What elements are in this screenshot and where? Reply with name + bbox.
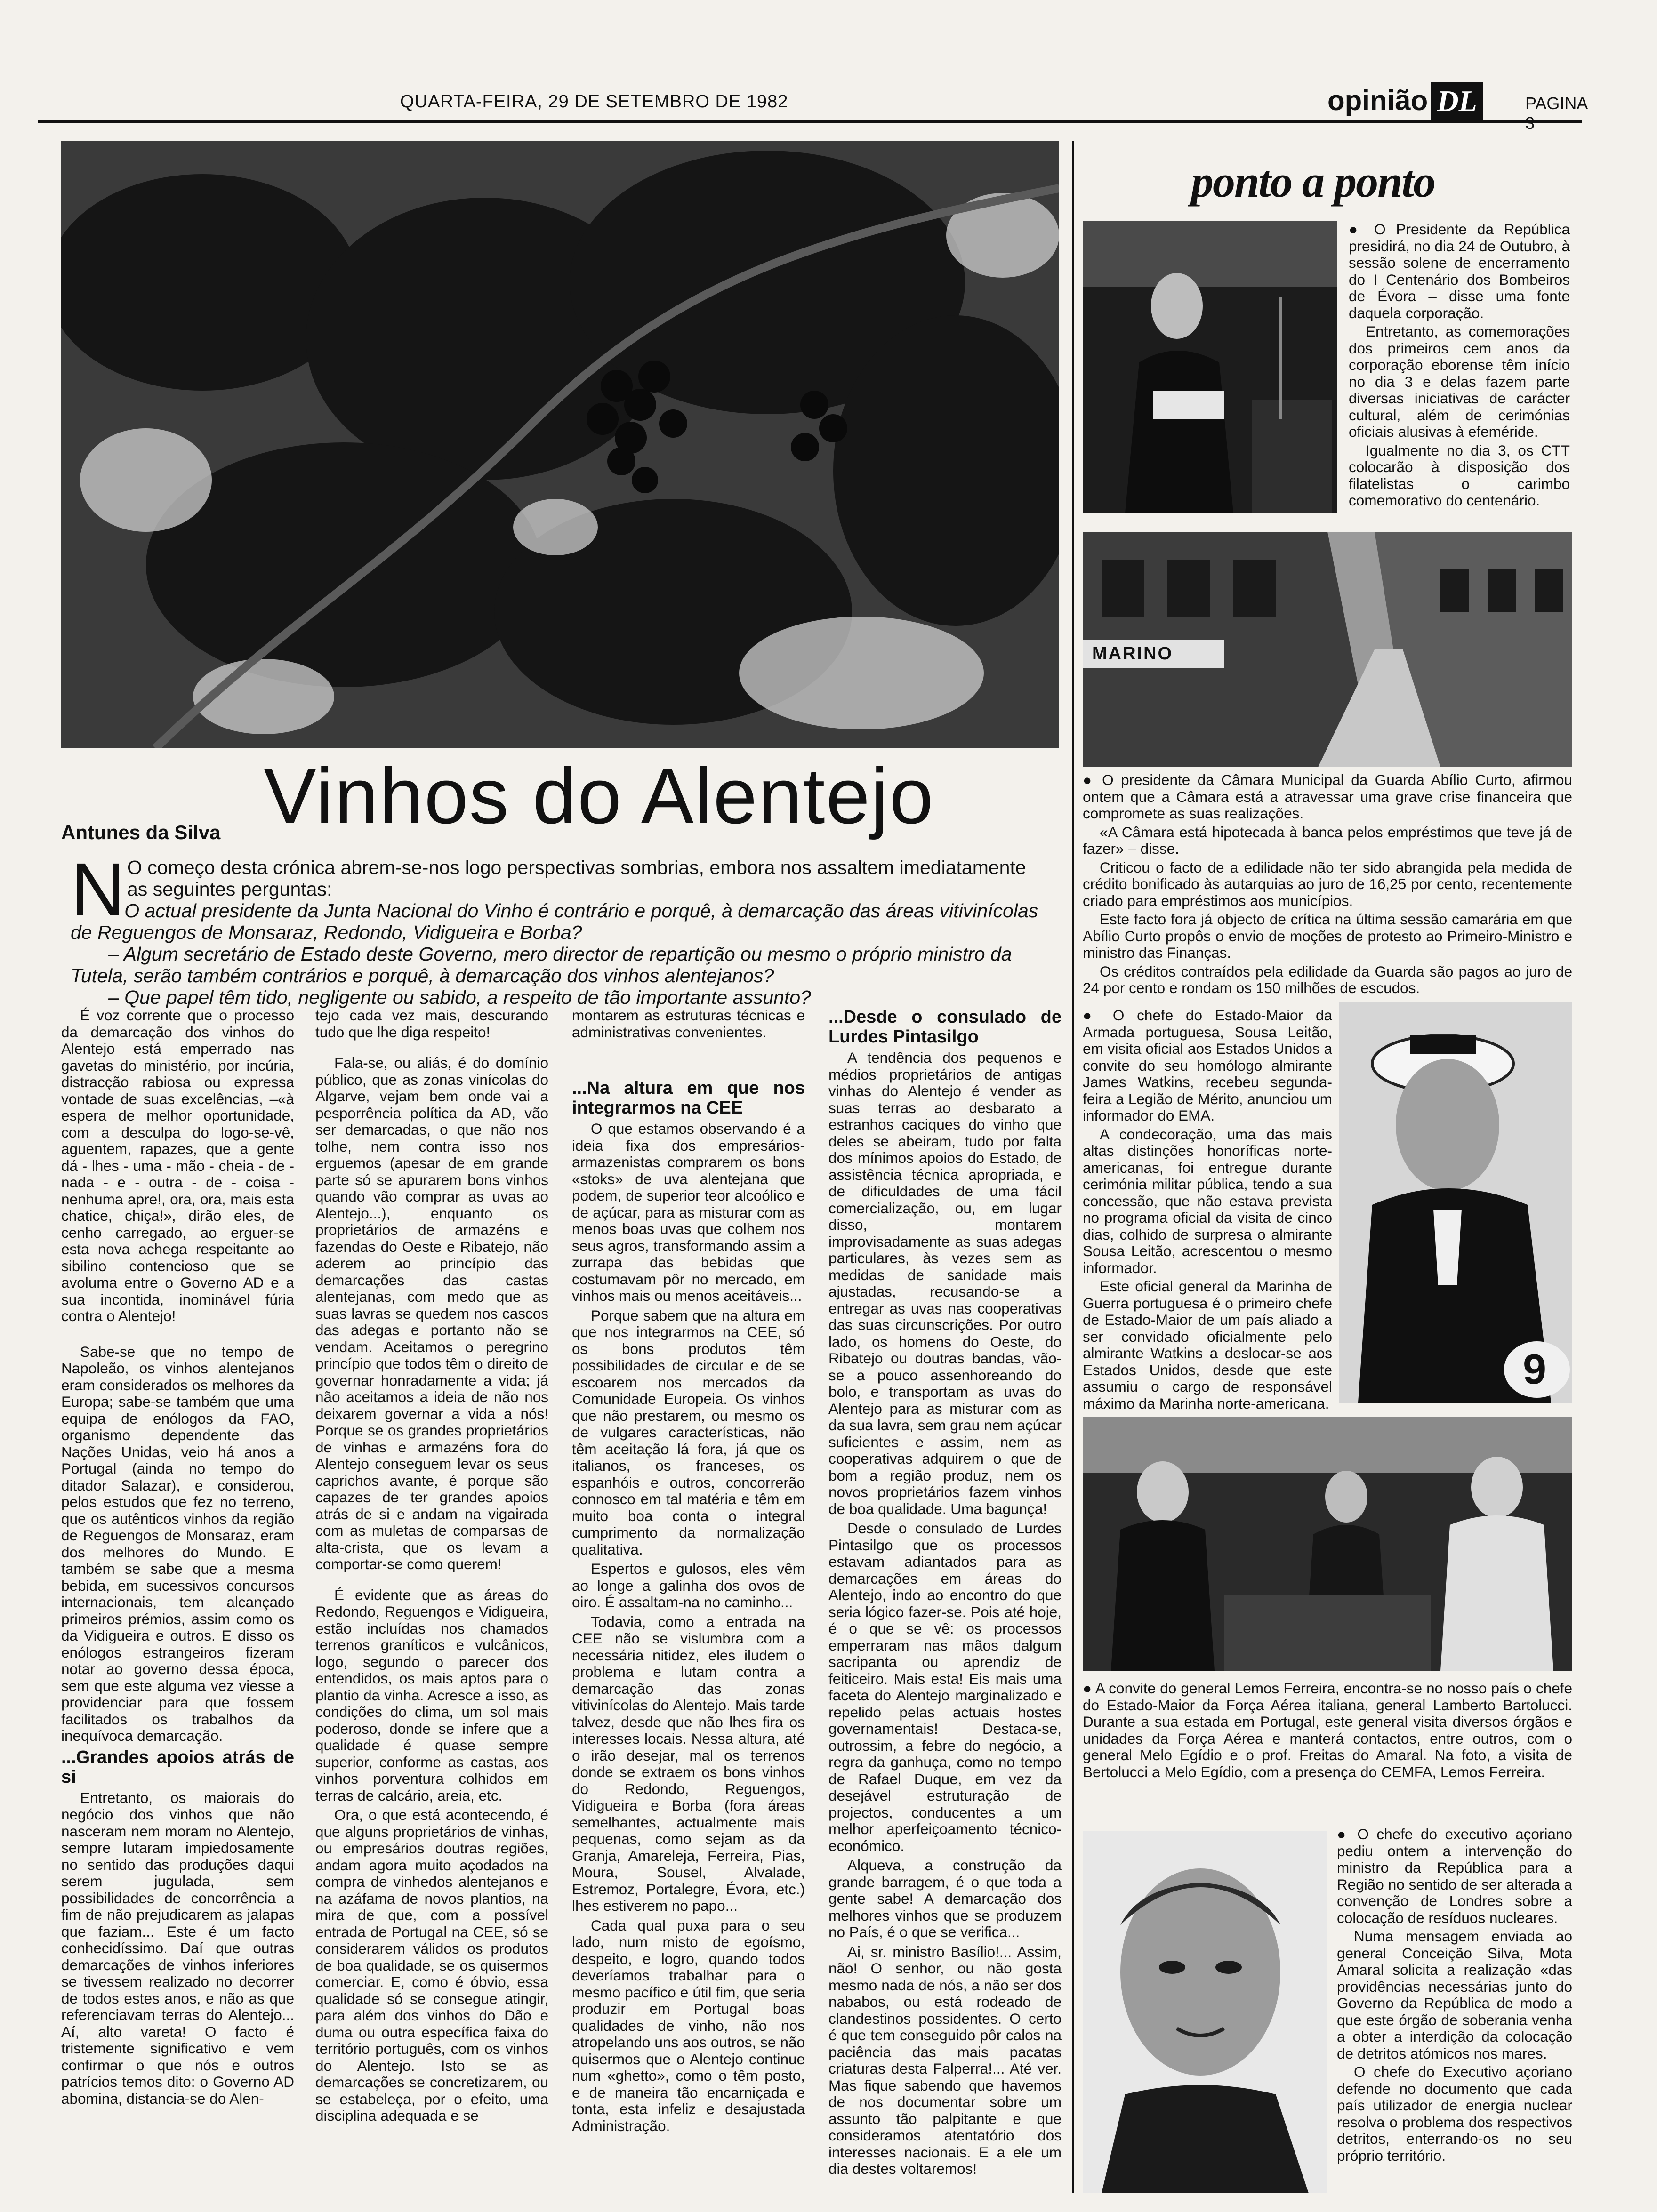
sidebar-item-5 [1337, 1826, 1572, 2166]
portrait-photo [1083, 1831, 1327, 2193]
subheading: ...Na altura em que nos integrarmos na CEE [572, 1078, 805, 1118]
lead-question: – Algum secretário de Estado deste Governo, mero director de repartição ou mesmo o próprio ministro da Tutela, serão também contrários e porquê, à demarcação dos vinhos alentejanos? [71, 943, 1012, 986]
news-brief: ● O chefe do executivo açoriano pediu ontem a intervenção do ministro da República para a Região no sentido de ser alterada a convenção de Londres sobre a colocação de resíduos nucleares. [1337, 1826, 1572, 1926]
paragraph: Desde o consulado de Lurdes Pintasilgo que os processos estavam adiantados para as demarcações em áreas do Alentejo, indo ao encontro do que seria lógico fazer-se. Pois até hoje, é o que se vê: os processos emperraram nas mãos dalgum sacripanta ou aprendiz de feiticeiro. Mais esta! Eis mais uma faceta do Alentejo marginalizado e repelido pelas actuais hostes governamentais! Destaca-se, outrossim, a febre do negócio, a regra da ganhuça, como no tempo de Rafael Duque, em vez da desejável estruturação de projectos, conducentes a um melhor aperfeiçoamento técnico-económico. [828, 1520, 1062, 1854]
paragraph: Porque sabem que na altura em que nos integrarmos na CEE, só os bons produtos têm possibilidades de circular e de se escoarem nos mercados da Comunidade Europeia. Os vinhos que não prestarem, ou mesmo os de vulgares características, não têm aceitação lá fora, já que os italianos, os franceses, os espanhóis e outros, concorrerão connosco em tal matéria e têm em muito boa conta o integral cumprimento da normalização qualitativa. [572, 1306, 805, 1558]
paragraph: tejo cada vez mais, descurando tudo que lhe diga respeito! [315, 1007, 548, 1041]
article-column-4 [828, 1007, 1062, 2180]
news-brief: Este facto fora já objecto de crítica na última sessão camarária em que Abílio Curto propôs o envio de moções de protesto ao Primeiro-Ministro e ministro das Finanças. [1083, 911, 1572, 961]
paragraph: É evidente que as áreas do Redondo, Reguengos e Vidigueira, estão incluídas nos chamados terrenos graníticos e vulcânicos, logo, segundo o parecer dos entendidos, os mais aptos para o plantio da vinha. Acresce a isso, as condições do clima, um sol mais poderoso, donde se infere que a qualidade é quase sempre superior, conforme as castas, aos vinhos porventura colhidos em terras de calcário, areia, etc. [315, 1586, 548, 1804]
newspaper-logo: DL [1431, 82, 1483, 120]
article-byline: Antunes da Silva [61, 821, 221, 843]
paragraph: Ora, o que está acontecendo, é que alguns proprietários de vinhas, ou empresários doutras regiões, andam agora muito açodados na compra de vinhedos alentejanos e na azáfama de novos plantios, na mira de que, com a possível entrada de Portugal na CEE, só se considerarem válidos os produtos de boa qualidade, se os quisermos comerciar. E, como é óbvio, essa qualidade só se consegue atingir, para além dos vinhos do Dão e duma ou outra específica faixa do território português, com os vinhos do Alentejo. Isto se as demarcações se concretizarem, ou se estabeleça, por o efeito, uma disciplina adequada e se [315, 1806, 548, 2124]
news-brief: Entretanto, as comemorações dos primeiros cem anos da corporação eborense têm início no dia 3 e delas fazem parte diversas iniciativas de carácter cultural, além de cerimónias oficiais alusivas à efeméride. [1349, 323, 1570, 440]
article-lead [71, 847, 1050, 1008]
sidebar-item-3 [1083, 1007, 1332, 1414]
drop-cap: N [71, 847, 125, 931]
news-brief: Igualmente no dia 3, os CTT colocarão à disposição dos filatelistas o carimbo comemorativo do centenário. [1349, 441, 1570, 509]
news-brief: «A Câmara está hipotecada à banca pelos empréstimos que teve já de fazer» – disse. [1083, 823, 1572, 857]
ceremony-photo [1083, 221, 1337, 513]
generals-photo-caption: ● A convite do general Lemos Ferreira, encontra-se no nosso país o chefe do Estado-Maior da Força Aérea italiana, general Lamberto Bartolucci. Durante a sua estada em Portugal, este general visita diversos órgãos e unidades da Força Aérea e manterá contactos, entre outros, com o general Melo Egídio e o prof. Freitas do Amaral. Na foto, a visita de Bertolucci a Melo Egídio, com a presença do CEMFA, Lemos Ferreira. [1083, 1680, 1572, 1780]
news-brief: ● O Presidente da República presidirá, no dia 24 de Outubro, à sessão solene de encerramento do I Centenário dos Bombeiros de Évora – disse uma fonte daquela corporação. [1349, 221, 1570, 321]
issue-date: QUARTA-FEIRA, 29 DE SETEMBRO DE 1982 [400, 92, 788, 112]
subheading: ...Desde o consulado de Lurdes Pintasilgo [828, 1007, 1062, 1047]
news-brief: Os créditos contraídos pela edilidade da Guarda são pagos ao juro de 24 por cento e rondam os 150 milhões de escudos. [1083, 962, 1572, 996]
sidebar-item-2 [1083, 772, 1572, 999]
news-brief: A condecoração, uma das mais altas distinções honoríficas norte-americanas, foi entregue durante cerimónia militar pública, tendo a sua concessão, que não estava prevista no programa oficial da visita de cinco dias, colhido de surpresa o almirante Sousa Leitão, acrescentou o mesmo informador. [1083, 1125, 1332, 1276]
news-brief: Este oficial general da Marinha de Guerra portuguesa é o primeiro chefe de Estado-Maior de um país aliado a ser convidado oficialmente pelo almirante Watkins a deslocar-se aos Estados Unidos, desde que este assumiu o cargo de responsável máximo da Marinha norte-americana. [1083, 1278, 1332, 1412]
paragraph: O que estamos observando é a ideia fixa dos empresários-armazenistas comprarem os bons «stoks» de uva alentejana que podem, de superior teor alcoólico e de açúcar, para as misturar com as menos boas uvas que colhem nos seus agros, transformando assim a zurrapa das bebidas que costumavam pôr no mercado, em vinhos mais ou menos aceitáveis... [572, 1120, 805, 1304]
paragraph: Cada qual puxa para o seu lado, num misto de egoísmo, despeito, e logro, quando todos deveríamos trabalhar para o mesmo pacífico e útil fim, que seria produzir em Portugal boas qualidades de vinho, não nos atropelando uns aos outros, se não quisermos que o Alentejo continue num «ghetto», como o têm posto, e de maneira tão encarniçada e tonta, esta infeliz e desajustada Administração. [572, 1916, 805, 2134]
admiral-photo [1339, 1002, 1572, 1403]
news-brief: Criticou o facto de a edilidade não ter sido abrangida pela medida de crédito bonificado às autarquias ao juro de 16,25 por cento, recentemente criado para empréstimos aos municípios. [1083, 858, 1572, 909]
article-column-1 [61, 1007, 294, 2110]
lead-question: – Que papel têm tido, negligente ou sabido, a respeito de tão importante assunto? [108, 986, 811, 1008]
news-brief: Numa mensagem enviada ao general Conceição Silva, Mota Amaral solicita a realização «das providências necessárias junto do Governo da República de modo a que este órgão de soberania venha a obter a interdição da colocação de detritos atómicos nos mares. [1337, 1928, 1572, 2062]
svg-text:9: 9 [1523, 1346, 1547, 1393]
paragraph: montarem as estruturas técnicas e administrativas convenientes. [572, 1007, 805, 1041]
paragraph: Ai, sr. ministro Basílio!... Assim, não! O senhor, ou não gosta mesmo nada de nós, a não ser dos nababos, ou está rodeado de clandestinos possidentes. O certo é que tem conseguido pôr calos na paciência das mais pacatas criaturas desta Falperra!... Até ver. Mas fique sabendo que havemos de nos documentar sobre um assunto tão palpitante e que consideramos atentatório dos interesses nacionais. E a ele um dia destes voltaremos! [828, 1943, 1062, 2177]
lead-question: – O actual presidente da Junta Nacional do Vinho é contrário e porquê, à demarcação das áreas vitivinícolas de Reguengos de Monsaraz, Redondo, Vidigueira e Borba? [71, 900, 1038, 943]
sidebar-title: ponto a ponto [1191, 156, 1435, 207]
column-divider [1072, 141, 1074, 2193]
generals-meeting-photo [1083, 1417, 1572, 1671]
paragraph: Espertos e gulosos, eles vêm ao longe a galinha dos ovos de oiro. É assaltam-na no caminho... [572, 1560, 805, 1611]
paragraph: É voz corrente que o processo da demarcação dos vinhos do Alentejo está emperrado nas gavetas do ministério, por incúria, distracção rabiosa ou expressa vontade de suas excelências, –«à espera de melhor oportunidade, com a desculpa do logo-se-vê, aguentem, rapazes, que a gente dá - lhes - uma - mão - cheia - de - nada - e - outra - de - coisa - nenhuma apre!, ora, ora, mais esta chatice, chiça!», dirão eles, de cenho carregado, ao erguer-se esta nova achega respeitante ao sibilino contencioso que se avoluma entre o Governo AD e a sua incontida, inominável fúria contra o Alentejo! [61, 1007, 294, 1324]
news-brief: ● O presidente da Câmara Municipal da Guarda Abílio Curto, afirmou ontem que a Câmara está a atravessar uma grave crise financeira que compromete as suas realizações. [1083, 771, 1572, 822]
paragraph: Alqueva, a construção da grande barragem, é o que toda a gente sabe! A demarcação dos melhores vinhos que se produzem no País, é o que se verifica... [828, 1857, 1062, 1940]
vineyard-photo [61, 141, 1059, 748]
street-photo [1083, 532, 1572, 767]
street-sign-text: MARINO [1092, 644, 1174, 664]
subheading: ...Grandes apoios atrás de si [61, 1747, 294, 1787]
article-headline: Vinhos do Alentejo [264, 752, 934, 840]
article-column-3 [572, 1007, 805, 2137]
paragraph: Fala-se, ou aliás, é do domínio público, que as zonas vinícolas do Algarve, vejam bem onde vai a pesporrência política da AD, vão ser demarcadas, o que não nos tolhe, nem contra isso nos erguemos (apesar de em grande parte só se apurarem bons vinhos quando vão comprar as uvas ao Alentejo...), enquanto os proprietários de armazéns e fazendas do Oeste e Ribatejo, não aderem ao princípio das demarcações das castas alentejanas, com medo que as suas lavras se quedem nos cascos das adegas e portanto não se vendam. Aceitamos o peregrino princípio que todos têm o direito de governar honradamente a vida; já não aceitamos a ideia de não nos deixarem governar a vida a nós! Porque se os grandes proprietários de vinhas e armazéns fora do Alentejo conseguem levar os seus caprichos avante, é porque são capazes de ter grandes apoios atrás de si e andam na vigairada com as muletas de comparsas de alta-crista, que os levam a comportar-se como querem! [315, 1054, 548, 1572]
lead-paragraph: O começo desta crónica abrem-se-nos logo perspectivas sombrias, embora nos assaltem imediatamente as seguintes perguntas: [127, 857, 1026, 900]
page-number: PAGINA 3 [1525, 94, 1587, 133]
paragraph: Sabe-se que no tempo de Napoleão, os vinhos alentejanos eram considerados os melhores da Europa; sabe-se também que uma equipa de enólogos da FAO, organismo dependente das Nações Unidas, veio há anos a Portugal (ainda no tempo do ditador Salazar), e considerou, pelos estudos que fez no terreno, que os autênticos vinhos da região de Reguengos de Monsaraz, eram dos melhores do Mundo. E também se sabe que a mesma bebida, em sucessivos concursos internacionais, tem alcançado primeiros prémios, assim como os da Vidigueira e outros. E disso os enólogos estrangeiros fizeram notar ao governo dessa época, sem que este alguma vez viesse a providenciar para que fossem facilitados os trabalhos da inequívoca demarcação. [61, 1343, 294, 1744]
section-name: opinião [1327, 85, 1428, 116]
news-brief: ● O chefe do Estado-Maior da Armada portuguesa, Sousa Leitão, em visita oficial aos Estados Unidos a convite do seu homólogo almirante James Watkins, recebeu segunda-feira a Legião de Mérito, anunciou um informador do EMA. [1083, 1007, 1332, 1124]
paragraph: A tendência dos pequenos e médios proprietários de antigas vinhas do Alentejo é vender as suas terras ao desbarato a estranhos caciques do vinho que deles se abeiram, tudo por falta dos mínimos apoios do Estado, de assistência técnica apropriada, e de dificuldades de uma fácil comercialização, ou, em lugar disso, montarem improvisadamente as suas adegas particulares, às vezes sem as medidas de sanidade mais ajustadas, recusando-se a entregar as uvas nas cooperativas das suas circunscrições. Por outro lado, os homens do Oeste, do Ribatejo ou doutras bandas, vão-se a pouco assenhoreando do bolo, e transportam as uvas do Alentejo para as misturar com as da sua lavra, sem grau nem açúcar suficientes e assim, nem as cooperativas adquirem o que de bom a região produz, nem os novos proprietários fazem vinhos de boa qualidade. Uma bagunça! [828, 1049, 1062, 1517]
paragraph: Todavia, como a entrada na CEE não se vislumbra com a necessária nitidez, eles iludem o problema e lutam contra a demarcação das zonas vitivinícolas do Alentejo. Mais tarde talvez, desde que não lhes fira os interesses locais. Nessa altura, até o irão desejar, mal os terrenos donde se extraem os bons vinhos do Redondo, Reguengos, Vidigueira e Borba (fora áreas semelhantes, actualmente mais pequenas, como sejam as da Granja, Amareleja, Ferreira, Pias, Moura, Sousel, Alvalade, Estremoz, Portalegre, Évora, etc.) lhes estiverem no papo... [572, 1613, 805, 1914]
masthead [38, 84, 1587, 133]
paragraph: Entretanto, os maiorais do negócio dos vinhos que não nasceram nem moram no Alentejo, sempre lutaram impiedosamente no sentido das produções daqui serem jugulada, sem possibilidades de concorrência a fim de não prejudicarem as jalapas que faziam... Este é um facto conhecidíssimo. Daí que outras demarcações de vinhos inferiores se tivessem realizado no decorrer de todos estes anos, e não as que referenciavam terras do Alentejo... Aí, alto vareta! O facto é tristemente significativo e vem confirmar o que nós e outros patrícios temos dito: o Governo AD abomina, distancia-se do Alen- [61, 1789, 294, 2107]
sidebar-item-1 [1349, 221, 1570, 511]
article-column-2 [315, 1007, 548, 2127]
news-brief: O chefe do Executivo açoriano defende no documento que cada país utilizador de energia nuclear resolva o problema dos respectivos detritos, enterrando-os no seu próprio território. [1337, 2063, 1572, 2164]
